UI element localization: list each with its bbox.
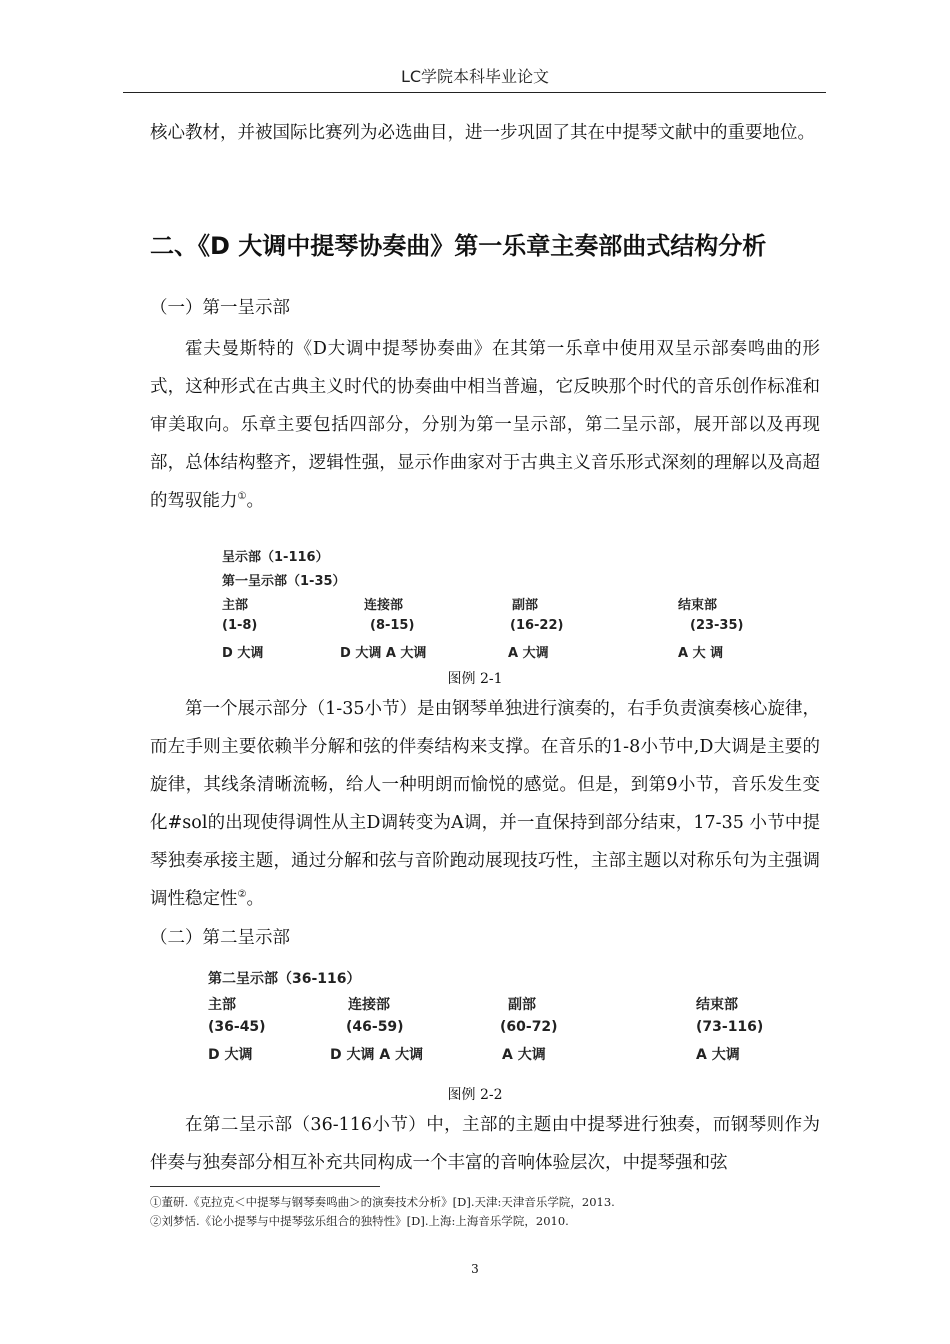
- paragraph-first-exposition-end: 。: [246, 889, 264, 909]
- paragraph-intro: [150, 330, 820, 520]
- figure1-label-main: 主部: [222, 598, 249, 613]
- paragraph-intro-text: 霍夫曼斯特的《D大调中提琴协奏曲》在其第一乐章中使用双呈示部奏鸣曲的形式，这种形式在古典主义时代的协奏曲中相当普遍，它反映那个时代的音乐创作标准和审美取向。乐章主要包括四部分，分别为第一呈示部，第二呈示部，展开部以及再现部，总体结构整齐，逻辑性强，显示作曲家对于古典主义音乐形式深刻的理解以及高超的驾驭能力: [150, 339, 820, 511]
- subsection-heading-2: （二）第二呈示部: [150, 928, 290, 948]
- figure2-key-secondary: A 大调: [502, 1047, 546, 1063]
- figure1-range-transition: (8-15): [370, 618, 415, 633]
- footnote-1: ①董研.《克拉克＜中提琴与钢琴奏鸣曲＞的演奏技术分析》[D].天津:天津音乐学院，2013.: [150, 1195, 615, 1209]
- figure1-key-transition: D 大调 A 大调: [340, 646, 427, 661]
- figure1-label-transition: 连接部: [364, 598, 404, 613]
- figure2-range-main: (36-45): [208, 1019, 266, 1035]
- figure2-title: 第二呈示部（36-116）: [208, 971, 361, 987]
- figure1-label-closing: 结束部: [678, 598, 718, 613]
- figure2-range-closing: (73-116): [696, 1019, 764, 1035]
- figure1-caption: 图例 2-1: [447, 671, 503, 687]
- figure1-subtitle: 第一呈示部（1-35）: [222, 574, 346, 589]
- figure1-key-closing: A 大 调: [678, 646, 724, 661]
- page-number: 3: [471, 1262, 479, 1276]
- figure2-range-secondary: (60-72): [500, 1019, 558, 1035]
- paragraph-first-exposition-text: 第一个展示部分（1-35小节）是由钢琴单独进行演奏的，右手负责演奏核心旋律，而左手则主要依赖半分解和弦的伴奏结构来支撑。在音乐的1-8小节中,D大调是主要的旋律，其线条清晰流畅，给人一种明朗而愉悦的感觉。但是，到第9小节，音乐发生变化#sol的出现使得调性从主D调转变为A调，并一直保持到部分结束，17-35 小节中提琴独奏承接主题，通过分解和弦与音阶跑动展现技巧性，主部主题以对称乐句为主强调调性稳定性: [150, 699, 820, 909]
- paragraph-first-exposition: [150, 690, 820, 918]
- figure1-title: 呈示部（1-116）: [222, 550, 329, 565]
- figure2-label-closing: 结束部: [696, 997, 738, 1013]
- figure1-key-secondary: A 大调: [508, 646, 549, 661]
- figure1-range-closing: (23-35): [690, 618, 744, 633]
- header-rule: [123, 92, 826, 93]
- figure2-key-transition: D 大调 A 大调: [330, 1047, 424, 1063]
- footnote-rule: [150, 1186, 380, 1187]
- figure1-key-main: D 大调: [222, 646, 264, 661]
- figure2-label-secondary: 副部: [508, 997, 536, 1013]
- figure2-label-main: 主部: [208, 997, 236, 1013]
- section-heading: 二、《D 大调中提琴协奏曲》第一乐章主奏部曲式结构分析: [150, 232, 767, 260]
- figure2-key-main: D 大调: [208, 1047, 253, 1063]
- footnote-ref-1: ①: [237, 491, 247, 503]
- footnote-ref-2: ②: [237, 889, 247, 901]
- subsection-heading-1: （一）第一呈示部: [150, 298, 290, 318]
- paragraph-second-exposition: 在第二呈示部（36-116小节）中，主部的主题由中提琴进行独奏，而钢琴则作为伴奏与独奏部分相互补充共同构成一个丰富的音响体验层次，中提琴强和弦: [150, 1115, 820, 1173]
- running-header: LC学院本科毕业论文: [400, 67, 550, 86]
- figure1-range-secondary: (16-22): [510, 618, 564, 633]
- paragraph-continuation: 核心教材，并被国际比赛列为必选曲目，进一步巩固了其在中提琴文献中的重要地位。: [150, 123, 815, 143]
- figure1-range-main: (1-8): [222, 618, 258, 633]
- figure2-range-transition: (46-59): [346, 1019, 404, 1035]
- figure1-label-secondary: 副部: [512, 598, 539, 613]
- paragraph-intro-end: 。: [246, 491, 264, 511]
- footnote-2: ②刘梦恬.《论小提琴与中提琴弦乐组合的独特性》[D].上海:上海音乐学院，2010.: [150, 1214, 569, 1228]
- figure2-key-closing: A 大调: [696, 1047, 740, 1063]
- figure2-label-transition: 连接部: [348, 997, 390, 1013]
- figure2-caption: 图例 2-2: [447, 1087, 503, 1103]
